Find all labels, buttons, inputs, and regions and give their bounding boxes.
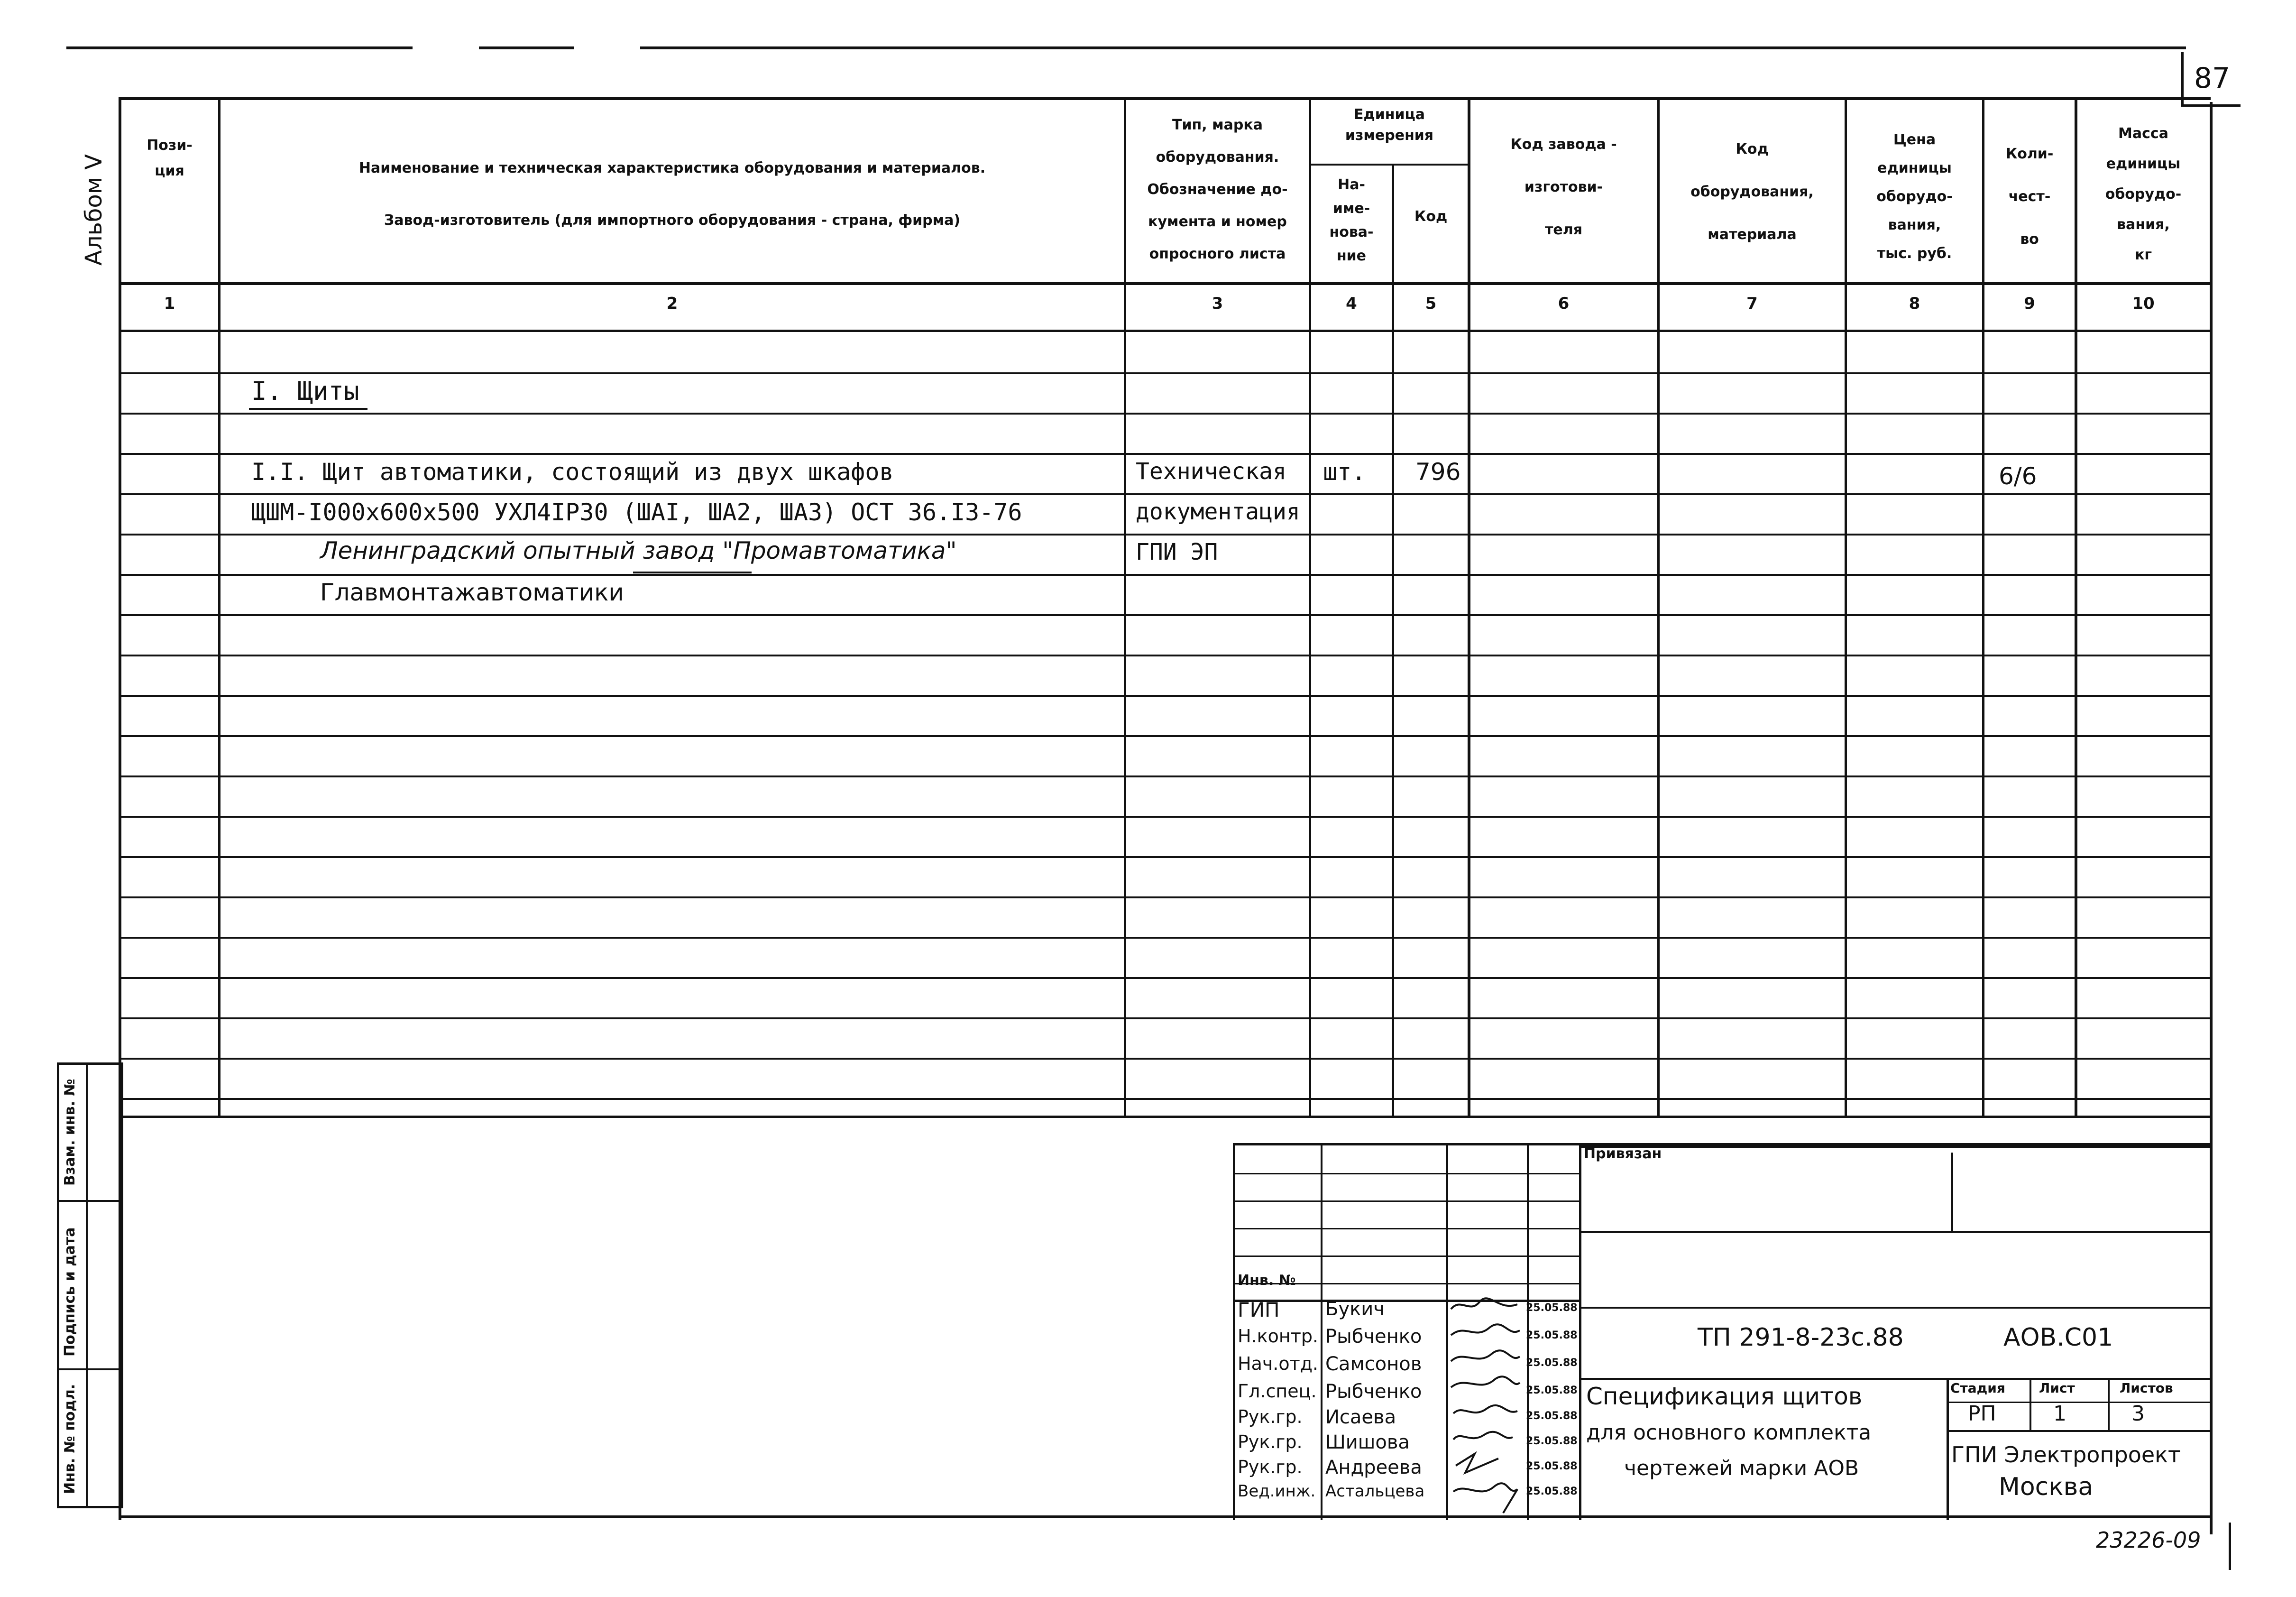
unit-value: шт. xyxy=(1323,458,1366,486)
tb-date: 25.05.88 xyxy=(1526,1410,1578,1422)
tb-date: 25.05.88 xyxy=(1526,1302,1578,1314)
tb-name: Андреева xyxy=(1325,1457,1422,1478)
unit-subheader-line xyxy=(1309,164,1470,166)
frame-top xyxy=(119,97,2211,100)
tb-line xyxy=(1235,1173,1579,1174)
tb-title-line3: чертежей марки АОВ xyxy=(1624,1456,1859,1480)
tb-role: Н.контр. xyxy=(1238,1326,1319,1347)
row-line xyxy=(119,1058,2211,1060)
header-col1: Пози- ция xyxy=(147,137,193,179)
row-line xyxy=(119,493,2211,495)
row-line xyxy=(119,816,2211,818)
signature-scribble xyxy=(1453,1405,1517,1413)
tb-role: Гл.спец. xyxy=(1238,1381,1317,1402)
tb-line xyxy=(2030,1378,2031,1430)
tb-name: Самсонов xyxy=(1325,1353,1422,1375)
tb-role: Нач.отд. xyxy=(1238,1353,1319,1374)
tb-name: Астальцева xyxy=(1325,1482,1425,1501)
tb-date: 25.05.88 xyxy=(1526,1357,1578,1369)
col-number: 3 xyxy=(1212,294,1223,313)
section-title: I. Щиты xyxy=(251,376,359,406)
tb-role: Рук.гр. xyxy=(1238,1457,1303,1477)
tb-name: Рыбченко xyxy=(1325,1381,1422,1403)
tb-date: 25.05.88 xyxy=(1526,1460,1578,1472)
signature-scribble xyxy=(1453,1432,1513,1440)
side-stamp-vzam: Взам. инв. № xyxy=(62,1079,78,1186)
qty-value: 6/6 xyxy=(1999,462,2037,490)
row-line xyxy=(119,534,2211,535)
col-number: 9 xyxy=(2024,294,2035,313)
item-line3: Ленинградский опытный завод "Промавтоматика" xyxy=(320,537,957,564)
header-col3: Тип, марка оборудования. Обозначение до- кумента и номер опросного листа xyxy=(1147,117,1288,262)
tb-sheet: 1 xyxy=(2053,1402,2066,1426)
item-line2: ЩШМ-I000х600х500 УХЛ4IР30 (ШАI, ША2, ШАЗ) ОСТ 36.I3-76 xyxy=(251,498,1022,526)
signatures xyxy=(1446,1295,1525,1518)
signature-scribble xyxy=(1451,1324,1520,1335)
album-label: Альбом V xyxy=(81,154,107,266)
row-line xyxy=(119,977,2211,979)
signature-scribble xyxy=(1451,1350,1520,1361)
col-number: 2 xyxy=(666,294,678,313)
tb-sheets: 3 xyxy=(2131,1402,2145,1426)
tb-org-line1: ГПИ Электропроект xyxy=(1951,1442,2181,1468)
colnum-bottom xyxy=(119,330,2211,332)
top-border-segment xyxy=(66,46,413,49)
tb-stage-label: Стадия xyxy=(1950,1380,2005,1396)
tb-privyazan: Привязан xyxy=(1584,1145,1662,1162)
row-line xyxy=(119,695,2211,697)
tb-name: Букич xyxy=(1325,1298,1385,1320)
tb-date: 25.05.88 xyxy=(1526,1329,1578,1341)
row-line xyxy=(119,614,2211,616)
item-line1: I.I. Щит автоматики, состоящий из двух шкафов xyxy=(251,458,894,486)
tb-role: ГИП xyxy=(1238,1298,1280,1321)
side-stamp-podpis: Подпись и дата xyxy=(62,1227,78,1357)
tb-doc-code: ТП 291-8-23с.88 xyxy=(1698,1323,1904,1352)
type-line1: Техническая xyxy=(1136,458,1286,485)
item-line4: Главмонтажавтоматики xyxy=(320,579,624,606)
code-value: 796 xyxy=(1415,458,1461,486)
header-col6: Код завода - изготови- теля xyxy=(1510,136,1617,238)
row-line xyxy=(119,856,2211,858)
col-number: 1 xyxy=(164,294,175,313)
tb-sheets-label: Листов xyxy=(2120,1380,2173,1396)
tb-role: Рук.гр. xyxy=(1238,1406,1303,1427)
side-stamp-divider xyxy=(59,1200,121,1202)
tb-title-line1: Спецификация щитов xyxy=(1586,1383,1863,1410)
tb-line xyxy=(1235,1200,1579,1202)
tb-line xyxy=(1947,1378,1949,1520)
col-number: 6 xyxy=(1558,294,1570,313)
header-col4: На- име- нова- ние xyxy=(1329,176,1374,264)
col-number: 8 xyxy=(1909,294,1920,313)
top-border-segment xyxy=(479,46,574,49)
row-line xyxy=(119,453,2211,455)
top-border-segment xyxy=(640,46,2186,49)
tb-inv-no: Инв. № xyxy=(1238,1272,1296,1289)
col-divider xyxy=(218,97,220,1117)
type-line3: ГПИ ЭП xyxy=(1136,539,1218,565)
row-line xyxy=(119,1017,2211,1019)
type-line2: документация xyxy=(1136,498,1300,525)
header-bottom xyxy=(119,282,2211,285)
item-line3-underline xyxy=(633,572,752,573)
footer-tick xyxy=(2229,1523,2231,1570)
col-number: 4 xyxy=(1346,294,1357,313)
tb-doc-mark: АОВ.С01 xyxy=(2003,1323,2113,1352)
section-title-underline xyxy=(249,408,367,410)
row-line xyxy=(119,896,2211,898)
tb-role: Вед.инж. xyxy=(1238,1482,1316,1501)
signature-scribble xyxy=(1453,1483,1517,1513)
tb-date: 25.05.88 xyxy=(1526,1385,1578,1396)
row-line xyxy=(119,413,2211,415)
table-bottom xyxy=(119,1116,2211,1118)
col-number: 10 xyxy=(2132,294,2155,313)
tb-name: Шишова xyxy=(1325,1431,1410,1453)
header-col45-top: Единица измерения xyxy=(1345,106,1434,144)
tb-date: 25.05.88 xyxy=(1526,1435,1578,1447)
header-col10: Масса единицы оборудо- вания, кг xyxy=(2105,125,2182,263)
col-number: 5 xyxy=(1425,294,1437,313)
tb-org-line2: Москва xyxy=(1999,1473,2094,1501)
row-line xyxy=(119,372,2211,374)
side-stamp-inv-podl: Инв. № подл. xyxy=(62,1384,78,1494)
row-line xyxy=(119,735,2211,737)
row-line xyxy=(119,775,2211,777)
header-col8: Цена единицы оборудо- вания, тыс. руб. xyxy=(1876,131,1953,262)
row-line xyxy=(119,937,2211,939)
tb-name: Рыбченко xyxy=(1325,1326,1422,1348)
header-col2: Наименование и техническая характеристика оборудования и материалов. Завод-изготовитель (для импортного оборудования - страна, фирма) xyxy=(358,160,986,229)
tb-line xyxy=(1951,1153,1953,1233)
header-col5: Код xyxy=(1414,208,1448,225)
tb-line xyxy=(1235,1228,1579,1229)
tb-line xyxy=(1235,1255,1579,1257)
header-col9: Коли- чест- во xyxy=(2005,146,2054,248)
row-line xyxy=(119,1098,2211,1100)
tb-role: Рук.гр. xyxy=(1238,1431,1303,1452)
page-number: 87 xyxy=(2194,62,2231,95)
side-stamp-divider xyxy=(86,1065,88,1506)
tb-line xyxy=(2108,1378,2110,1430)
row-line xyxy=(119,655,2211,656)
tb-line xyxy=(1579,1378,2212,1380)
tb-line xyxy=(1579,1145,1581,1520)
header-col7: Код оборудования, материала xyxy=(1690,141,1814,243)
tb-title-line2: для основного комплекта xyxy=(1586,1421,1872,1445)
signature-scribble xyxy=(1456,1454,1498,1473)
col-number: 7 xyxy=(1746,294,1758,313)
tb-sheet-label: Лист xyxy=(2039,1380,2075,1396)
row-line xyxy=(119,574,2211,576)
tb-line xyxy=(1949,1430,2212,1432)
tb-date: 25.05.88 xyxy=(1526,1486,1578,1497)
tb-name: Исаева xyxy=(1325,1406,1396,1428)
side-stamp-divider xyxy=(59,1368,121,1370)
tb-line xyxy=(1579,1307,2212,1309)
signature-scribble xyxy=(1451,1376,1520,1387)
footer-code: 23226-09 xyxy=(2096,1527,2201,1553)
tb-stage: РП xyxy=(1968,1402,1996,1426)
signature-scribble xyxy=(1451,1298,1517,1309)
tb-line xyxy=(1579,1145,2212,1148)
tb-line xyxy=(1579,1231,2212,1233)
tb-line xyxy=(2210,1145,2212,1520)
